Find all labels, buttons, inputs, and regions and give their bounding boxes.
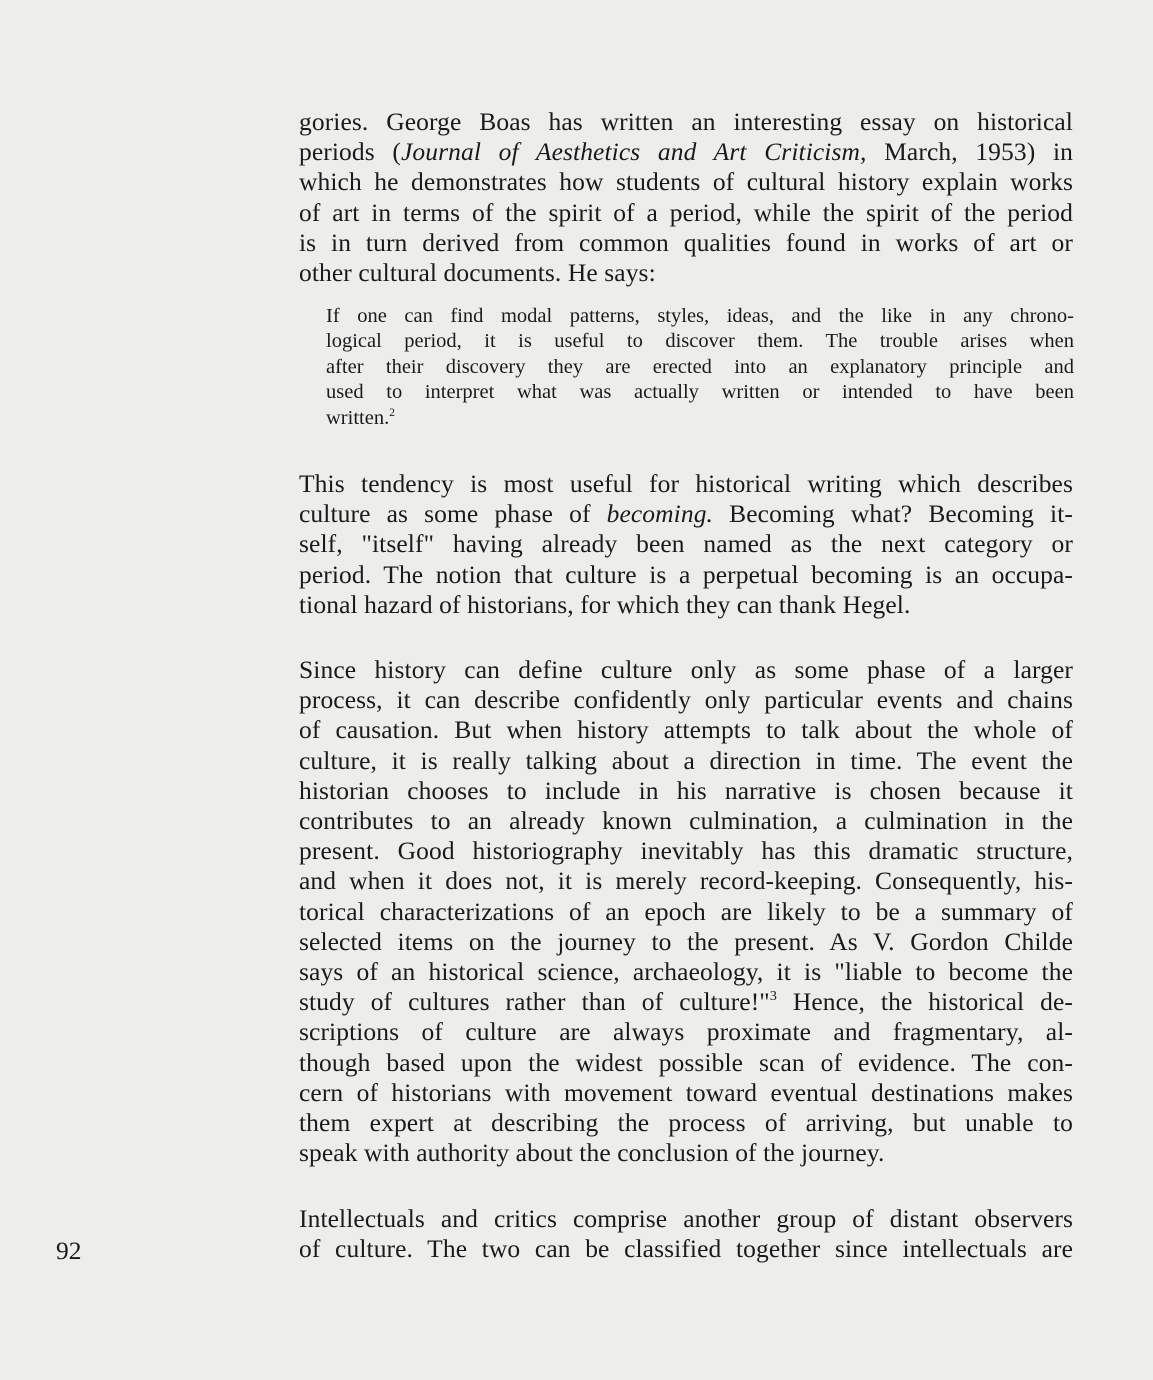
page-number: 92 [56, 1236, 82, 1265]
quote-line: If one can find modal patterns, styles, ideas, and the like in any chrono- [326, 305, 1074, 327]
text-line: study of cultures rather than of culture!"$^3$ Hence, the historical de- [299, 987, 1074, 1017]
block-quote [326, 304, 1074, 431]
quote-line: used to interpret what was actually written or intended to have been [326, 381, 1074, 404]
text-line: culture, it is really talking about a direction in time. The event the [299, 745, 1073, 775]
text-line: culture as some phase of becoming. Becoming what? Becoming it- [299, 499, 1073, 529]
text-line: other cultural documents. He says: [299, 258, 656, 288]
text-line: gories. George Boas has written an interesting essay on historical [299, 107, 1073, 136]
text-line: is in turn derived from common qualities found in works of art or [299, 227, 1073, 257]
text-line: historian chooses to include in his narrative is chosen because it [299, 775, 1073, 805]
text-line: of art in terms of the spirit of a period, while the spirit of the period [299, 197, 1073, 227]
text-line: tional hazard of historians, for which they can thank Hegel. [299, 589, 911, 619]
text-line: process, it can describe confidently only particular events and chains [299, 685, 1073, 715]
text-line: speak with authority about the conclusion of the journey. [299, 1138, 885, 1168]
paragraph-3 [299, 655, 1073, 1168]
emphasis-becoming: becoming. [606, 499, 714, 529]
text-line: contributes to an already known culmination, a culmination in the [299, 806, 1073, 836]
text-line: periods (Journal of Aesthetics and Art Criticism, March, 1953) in [299, 137, 1074, 167]
text-line: says of an historical science, archaeology, it is "liable to become the [299, 957, 1073, 987]
text-line: Intellectuals and critics comprise another group of distant observers [299, 1204, 1073, 1233]
journal-title: Journal of Aesthetics and Art Criticism, [401, 137, 867, 167]
text-line: self, "itself" having already been named as the next category or [299, 529, 1073, 559]
text-line: present. Good historiography inevitably has this dramatic structure, [299, 836, 1073, 866]
paragraph-1 [299, 107, 1073, 288]
text-line: which he demonstrates how students of cultural history explain works [299, 167, 1073, 197]
text-line: cern of historians with movement toward eventual destinations makes [299, 1077, 1073, 1107]
text-line: of culture. The two can be classified together since intellectuals are [299, 1234, 1073, 1264]
quote-line: logical period, it is useful to discover them. The trouble arises when [326, 330, 1074, 353]
paragraph-2 [299, 469, 1073, 620]
paragraph-4 [299, 1204, 1073, 1264]
footnote-marker: 3 [769, 989, 777, 1005]
text-line: scriptions of culture are always proximate and fragmentary, al- [299, 1017, 1073, 1047]
quote-line: after their discovery they are erected into an explanatory principle and [326, 355, 1074, 378]
text-line: This tendency is most useful for historical writing which describes [299, 469, 1073, 498]
text-line: selected items on the journey to the present. As V. Gordon Childe [299, 926, 1073, 956]
text-line: torical characterizations of an epoch are likely to be a summary of [299, 896, 1073, 926]
quote-line: written.$^2$ [326, 406, 395, 429]
text-line: of causation. But when history attempts to talk about the whole of [299, 715, 1073, 745]
text-line: period. The notion that culture is a perpetual becoming is an occupa- [299, 559, 1073, 589]
text-line: them expert at describing the process of arriving, but unable to [299, 1108, 1073, 1138]
footnote-marker: 2 [389, 406, 395, 419]
text-line: though based upon the widest possible scan of evidence. The con- [299, 1047, 1073, 1077]
text-line: Since history can define culture only as some phase of a larger [299, 655, 1073, 684]
text-line: and when it does not, it is merely record-keeping. Consequently, his- [299, 866, 1073, 896]
